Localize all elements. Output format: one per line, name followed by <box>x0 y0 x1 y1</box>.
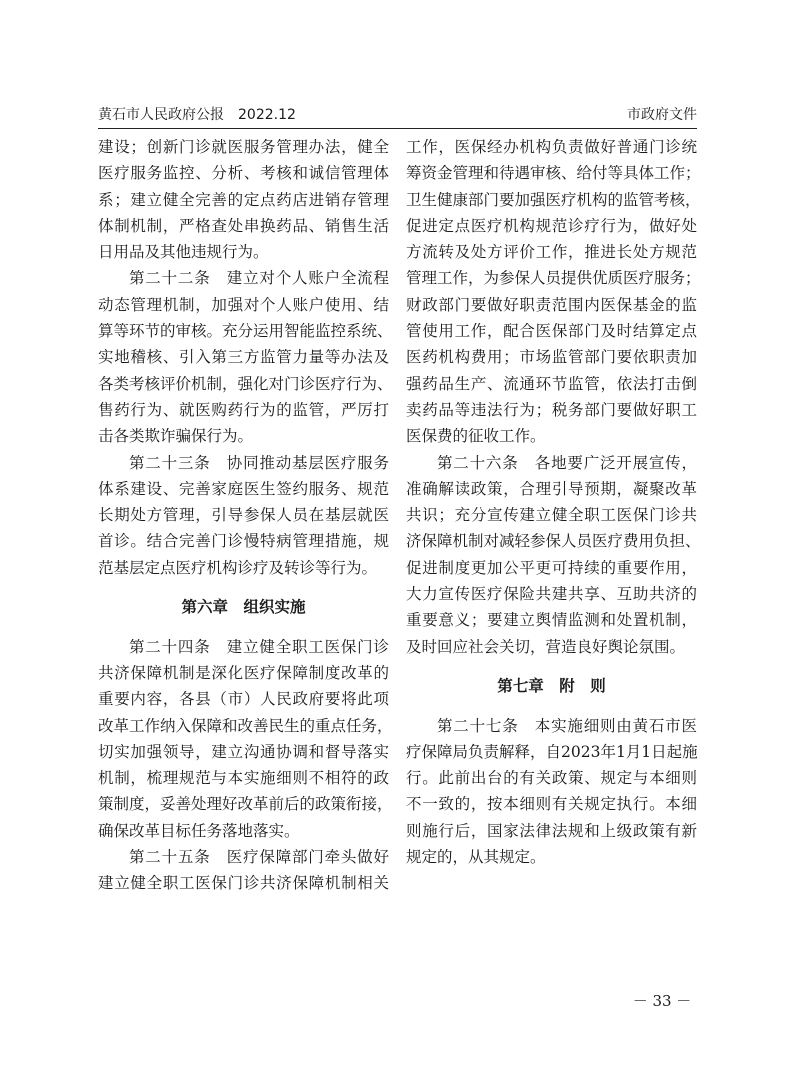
header-bulletin-title: 黄石市人民政府公报 2022.12 <box>98 107 296 123</box>
header-section-label: 市政府文件 <box>627 107 697 123</box>
text-line: 建设；创新门诊就医服务管理办法，健全 <box>98 138 389 156</box>
text-line: 各类考核评价机制，强化对门诊医疗行为、 <box>98 374 393 393</box>
article-25 <box>98 844 389 897</box>
text-line: 医疗服务监控、分析、考核和诚信管理体 <box>98 164 389 183</box>
text-line: 方流转及处方评价工作，推进长处方规范 <box>406 243 697 262</box>
text-line: 第二十四条 建立健全职工医保门诊 <box>129 637 389 656</box>
text-line: 共济保障机制是深化医疗保障制度改革的 <box>98 663 389 682</box>
text-line: 济保障机制对减轻参保人员医疗费用负担、 <box>406 532 701 551</box>
text-line: 卫生健康部门要加强医疗机构的监管考核， <box>406 190 701 209</box>
article-23 <box>98 450 389 581</box>
text-line: 行。此前出台的有关政策、规定与本细则 <box>406 769 697 788</box>
text-line: 日用品及其他违规行为。 <box>98 243 269 262</box>
text-line: 切实加强领导，建立沟通协调和督导落实 <box>98 742 389 761</box>
text-line: 第二十六条 各地要广泛开展宣传， <box>437 453 697 472</box>
text-line: 及时回应社会关切，营造良好舆论氛围。 <box>406 637 686 656</box>
text-line: 第二十五条 医疗保障部门牵头做好 <box>129 848 389 867</box>
text-line: 击各类欺诈骗保行为。 <box>98 427 254 446</box>
text-line: 管理工作，为参保人员提供优质医疗服务； <box>406 269 701 288</box>
text-line: 促进定点医疗机构规范诊疗行为，做好处 <box>406 216 697 235</box>
article-24 <box>98 634 393 844</box>
text-line: 工作，医保经办机构负责做好普通门诊统 <box>406 138 697 156</box>
text-line: 算等环节的审核。充分运用智能监控系统、 <box>98 322 393 341</box>
text-line: 规定的，从其规定。 <box>406 848 546 867</box>
text-line: 大力宣传医疗保险共建共享、互助共济的 <box>406 585 697 604</box>
chapter-7-heading: 第七章 附 则 <box>497 676 606 695</box>
article-25-continued <box>406 134 701 450</box>
text-line: 体系建设、完善家庭医生签约服务、规范 <box>98 479 389 498</box>
text-line: 体制机制，严格查处串换药品、销售生活 <box>98 216 389 235</box>
header-divider <box>98 128 697 129</box>
chapter-6-heading: 第六章 组织实施 <box>181 598 306 617</box>
text-line: 医保费的征收工作。 <box>406 427 546 446</box>
article-26 <box>406 450 701 660</box>
text-line: 建立健全职工医保门诊共济保障机制相关 <box>98 874 389 893</box>
page-number: － 33 － <box>632 992 692 1010</box>
text-line: 准确解读政策，合理引导预期，凝聚改革 <box>406 479 697 498</box>
text-line: 促进制度更加公平更可持续的重要作用， <box>406 558 697 577</box>
text-line: 动态管理机制，加强对个人账户使用、结 <box>98 295 389 314</box>
text-line: 实地稽核、引入第三方监管力量等办法及 <box>98 348 389 367</box>
text-line: 第二十七条 本实施细则由黄石市医 <box>437 716 697 735</box>
text-line: 确保改革目标任务落地落实。 <box>98 821 300 840</box>
text-line: 卖药品等违法行为；税务部门要做好职工 <box>406 400 697 419</box>
paragraph-continuation <box>98 134 389 265</box>
text-line: 第二十三条 协同推动基层医疗服务 <box>129 453 389 472</box>
right-text-column <box>406 134 701 870</box>
text-line: 范基层定点医疗机构诊疗及转诊等行为。 <box>98 558 378 577</box>
text-line: 首诊。结合完善门诊慢特病管理措施，规 <box>98 532 389 551</box>
text-line: 疗保障局负责解释，自2023年1月1日起施 <box>406 742 698 761</box>
page-header <box>98 104 697 126</box>
text-line: 不一致的，按本细则有关规定执行。本细 <box>406 795 697 814</box>
text-line: 第二十二条 建立对个人账户全流程 <box>129 269 389 288</box>
text-line: 系；建立健全完善的定点药店进销存管理 <box>98 190 389 209</box>
text-line: 则施行后，国家法律法规和上级政策有新 <box>406 821 697 840</box>
text-line: 售药行为、就医购药行为的监管，严厉打 <box>98 400 389 419</box>
text-line: 改革工作纳入保障和改善民生的重点任务， <box>98 716 393 735</box>
text-line: 筹资金管理和待遇审核、给付等具体工作； <box>406 164 701 183</box>
text-line: 重要意义；要建立舆情监测和处置机制， <box>406 611 697 630</box>
left-text-column <box>98 134 393 897</box>
text-line: 财政部门要做好职责范围内医保基金的监 <box>406 295 697 314</box>
text-line: 重要内容，各县（市）人民政府要将此项 <box>98 690 389 709</box>
text-line: 医药机构费用；市场监管部门要依职责加 <box>406 348 697 367</box>
article-22 <box>98 265 393 449</box>
text-line: 机制，梳理规范与本实施细则不相符的政 <box>98 769 389 788</box>
text-line: 长期处方管理，引导参保人员在基层就医 <box>98 506 389 525</box>
text-line: 强药品生产、流通环节监管，依法打击倒 <box>406 374 697 393</box>
article-27 <box>406 713 697 871</box>
text-line: 策制度，妥善处理好改革前后的政策衔接， <box>98 795 393 814</box>
text-line: 管使用工作，配合医保部门及时结算定点 <box>406 322 697 341</box>
text-line: 共识；充分宣传建立健全职工医保门诊共 <box>406 506 697 525</box>
